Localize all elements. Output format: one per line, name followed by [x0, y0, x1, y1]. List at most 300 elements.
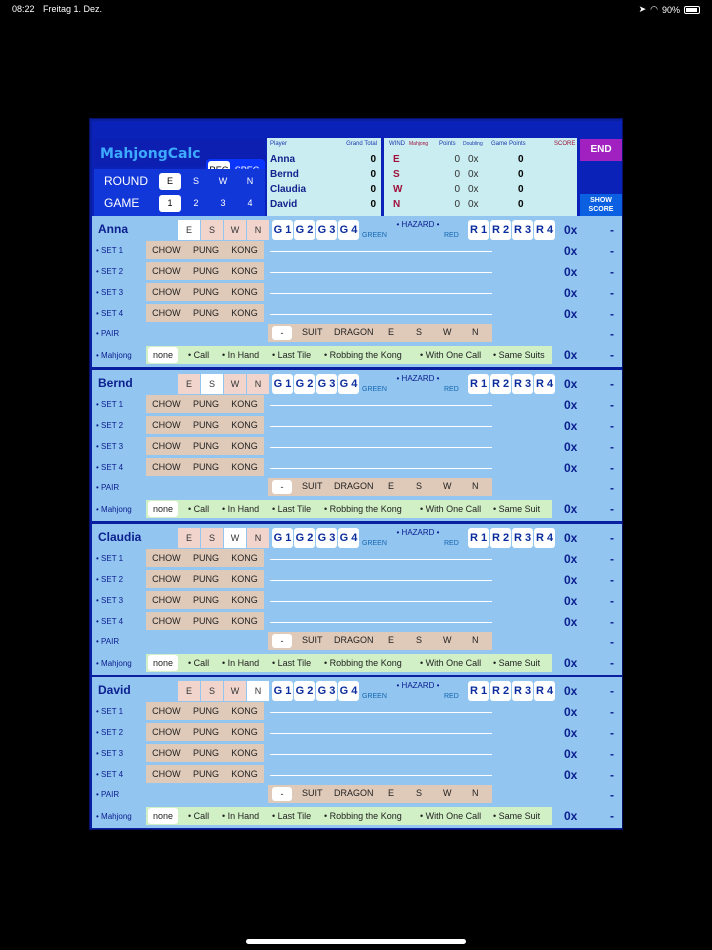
pung-button[interactable]: PUNG	[192, 462, 219, 472]
set-type-selector[interactable]	[146, 702, 264, 720]
set-type-selector[interactable]	[146, 549, 264, 567]
set-multiplier: 0x	[564, 307, 578, 321]
seat-wind-n[interactable]: N	[247, 220, 269, 240]
pair-east-button[interactable]: E	[388, 788, 395, 798]
hazard-group	[272, 374, 552, 398]
green-label: GREEN	[362, 693, 387, 700]
hazard-label: • HAZARD •	[396, 220, 440, 229]
pair-none-button[interactable]: -	[272, 787, 292, 801]
mahjong-same-suits-button[interactable]: • Same Suits	[493, 350, 545, 360]
red-1-button[interactable]: R 1	[468, 374, 489, 394]
seat-wind-w[interactable]: W	[224, 220, 246, 240]
seat-wind-n[interactable]: N	[247, 681, 269, 701]
set-multiplier: 0x	[564, 573, 578, 587]
end-button[interactable]: END	[580, 139, 622, 161]
mahjong-in-hand-button[interactable]: • In Hand	[222, 350, 260, 360]
pair-east-button[interactable]: E	[388, 481, 395, 491]
chow-button[interactable]: CHOW	[152, 706, 181, 716]
header-grand-total: Grand Total	[346, 141, 377, 147]
green-1-button[interactable]: G 1	[272, 681, 293, 701]
mahjong-call-button[interactable]: • Call	[188, 350, 210, 360]
set-type-selector[interactable]	[146, 262, 264, 280]
green-4-button[interactable]: G 4	[338, 374, 359, 394]
player-name: Claudia	[98, 530, 142, 544]
red-2-button[interactable]: R 2	[490, 220, 511, 240]
pung-button[interactable]: PUNG	[192, 706, 219, 716]
set-tile-line	[270, 622, 492, 623]
mahjong-selector[interactable]	[146, 807, 552, 825]
player-section	[92, 216, 622, 367]
kong-button[interactable]: KONG	[231, 245, 258, 255]
set-score: -	[610, 286, 614, 300]
mahjong-same-suits-button[interactable]: • Same Suit	[493, 658, 541, 668]
round-n[interactable]: N	[246, 176, 254, 186]
seat-wind-n[interactable]: N	[247, 374, 269, 394]
status-date: Freitag 1. Dez.	[43, 4, 103, 14]
pung-button[interactable]: PUNG	[192, 287, 219, 297]
kong-button[interactable]: KONG	[231, 308, 258, 318]
mahjong-score: -	[610, 809, 614, 823]
set-tile-line	[270, 580, 492, 581]
mahjong-one-call-button[interactable]: • With One Call	[420, 350, 482, 360]
seat-wind-selector[interactable]	[178, 374, 270, 394]
seat-wind-s[interactable]: S	[201, 220, 223, 240]
chow-button[interactable]: CHOW	[152, 420, 181, 430]
set-tile-line	[270, 775, 492, 776]
pair-dragon-button[interactable]: DRAGON	[334, 788, 374, 798]
green-2-button[interactable]: G 2	[294, 528, 315, 548]
pair-suit-button[interactable]: SUIT	[302, 635, 323, 645]
mahjong-multiplier: 0x	[564, 348, 578, 362]
mahjong-none-button[interactable]: none	[148, 501, 178, 517]
set-multiplier: 0x	[564, 705, 578, 719]
mahjong-selector[interactable]	[146, 500, 552, 518]
pair-selector[interactable]	[268, 478, 492, 496]
pair-north-button[interactable]: N	[472, 481, 479, 491]
mahjong-in-hand-button[interactable]: • In Hand	[222, 504, 260, 514]
player-name: David	[98, 683, 131, 697]
set-type-selector[interactable]	[146, 283, 264, 301]
doubling-value: 0x	[468, 169, 479, 180]
mahjong-selector[interactable]	[146, 346, 552, 364]
game-2[interactable]: 2	[193, 198, 199, 208]
chow-button[interactable]: CHOW	[152, 399, 181, 409]
pair-dragon-button[interactable]: DRAGON	[334, 635, 374, 645]
set-label: • SET 3	[96, 596, 124, 605]
set-type-selector[interactable]	[146, 416, 264, 434]
red-2-button[interactable]: R 2	[490, 528, 511, 548]
pung-button[interactable]: PUNG	[192, 553, 219, 563]
red-4-button[interactable]: R 4	[534, 528, 555, 548]
mahjong-label: • Mahjong	[96, 351, 132, 360]
set-tile-line	[270, 733, 492, 734]
pair-none-button[interactable]: -	[272, 326, 292, 340]
green-3-button[interactable]: G 3	[316, 220, 337, 240]
game-points-value: 0	[518, 199, 524, 210]
red-label: RED	[444, 232, 459, 239]
pair-north-button[interactable]: N	[472, 788, 479, 798]
mahjong-same-suits-button[interactable]: • Same Suit	[493, 504, 541, 514]
set-type-selector[interactable]	[146, 570, 264, 588]
set-multiplier: 0x	[564, 594, 578, 608]
wind-value: N	[393, 199, 401, 210]
set-score: -	[610, 265, 614, 279]
green-2-button[interactable]: G 2	[294, 374, 315, 394]
mahjong-app	[89, 118, 623, 830]
pung-button[interactable]: PUNG	[192, 266, 219, 276]
set-label: • SET 4	[96, 309, 124, 318]
kong-button[interactable]: KONG	[231, 287, 258, 297]
chow-button[interactable]: CHOW	[152, 574, 181, 584]
pair-south-button[interactable]: S	[416, 635, 423, 645]
header-player: Player	[270, 141, 288, 147]
pair-east-button[interactable]: E	[388, 635, 395, 645]
set-multiplier: 0x	[564, 768, 578, 782]
pair-south-button[interactable]: S	[416, 788, 423, 798]
set-multiplier: 0x	[564, 398, 578, 412]
pair-label: • PAIR	[96, 483, 120, 492]
home-indicator[interactable]	[246, 939, 466, 944]
mahjong-score: -	[610, 656, 614, 670]
set-type-selector[interactable]	[146, 241, 264, 259]
set-type-selector[interactable]	[146, 458, 264, 476]
player-name: David	[270, 199, 298, 210]
mahjong-last-tile-button[interactable]: • Last Tile	[272, 504, 312, 514]
header-wind: WIND	[389, 141, 405, 147]
set-type-selector[interactable]	[146, 591, 264, 609]
pung-button[interactable]: PUNG	[192, 308, 219, 318]
mahjong-none-button[interactable]: none	[148, 808, 178, 824]
pung-button[interactable]: PUNG	[192, 441, 219, 451]
set-tile-line	[270, 754, 492, 755]
set-tile-line	[270, 447, 492, 448]
mahjong-call-button[interactable]: • Call	[188, 658, 210, 668]
seat-wind-selector[interactable]	[178, 528, 270, 548]
seat-wind-e[interactable]: E	[178, 681, 200, 701]
pair-west-button[interactable]: W	[443, 635, 452, 645]
green-2-button[interactable]: G 2	[294, 681, 315, 701]
chow-button[interactable]: CHOW	[152, 769, 181, 779]
set-type-selector[interactable]	[146, 437, 264, 455]
seat-wind-w[interactable]: W	[224, 374, 246, 394]
set-type-selector[interactable]	[146, 744, 264, 762]
pair-west-button[interactable]: W	[443, 788, 452, 798]
set-multiplier: 0x	[564, 552, 578, 566]
round-w[interactable]: W	[218, 176, 228, 186]
kong-button[interactable]: KONG	[231, 769, 258, 779]
game-3[interactable]: 3	[220, 198, 226, 208]
kong-button[interactable]: KONG	[231, 420, 258, 430]
grand-total-value: 0	[370, 199, 376, 210]
green-2-button[interactable]: G 2	[294, 220, 315, 240]
set-type-selector[interactable]	[146, 723, 264, 741]
red-3-button[interactable]: R 3	[512, 528, 533, 548]
mahjong-score: -	[610, 348, 614, 362]
green-1-button[interactable]: G 1	[272, 220, 293, 240]
set-label: • SET 1	[96, 554, 124, 563]
set-score: -	[610, 726, 614, 740]
seat-wind-selector[interactable]	[178, 681, 270, 701]
red-3-button[interactable]: R 3	[512, 681, 533, 701]
chow-button[interactable]: CHOW	[152, 308, 181, 318]
hazard-multiplier: 0x	[564, 377, 578, 391]
chow-button[interactable]: CHOW	[152, 727, 181, 737]
pair-selector[interactable]	[268, 324, 492, 342]
mahjong-last-tile-button[interactable]: • Last Tile	[272, 350, 312, 360]
mahjong-none-button[interactable]: none	[148, 347, 178, 363]
set-tile-line	[270, 601, 492, 602]
kong-button[interactable]: KONG	[231, 616, 258, 626]
green-4-button[interactable]: G 4	[338, 681, 359, 701]
red-1-button[interactable]: R 1	[468, 220, 489, 240]
points-value: 0	[454, 169, 460, 180]
set-type-selector[interactable]	[146, 612, 264, 630]
kong-button[interactable]: KONG	[231, 727, 258, 737]
hazard-score: -	[610, 223, 614, 237]
chow-button[interactable]: CHOW	[152, 595, 181, 605]
chow-button[interactable]: CHOW	[152, 245, 181, 255]
wind-value: W	[393, 184, 403, 195]
pair-score: -	[610, 481, 614, 495]
pung-button[interactable]: PUNG	[192, 727, 219, 737]
mahjong-robbing-kong-button[interactable]: • Robbing the Kong	[324, 504, 402, 514]
chow-button[interactable]: CHOW	[152, 287, 181, 297]
pair-west-button[interactable]: W	[443, 481, 452, 491]
chow-button[interactable]: CHOW	[152, 748, 181, 758]
chow-button[interactable]: CHOW	[152, 553, 181, 563]
player-section	[92, 524, 622, 675]
green-4-button[interactable]: G 4	[338, 220, 359, 240]
set-tile-line	[270, 426, 492, 427]
mahjong-one-call-button[interactable]: • With One Call	[420, 811, 482, 821]
red-label: RED	[444, 540, 459, 547]
pung-button[interactable]: PUNG	[192, 420, 219, 430]
kong-button[interactable]: KONG	[231, 706, 258, 716]
set-score: -	[610, 398, 614, 412]
green-label: GREEN	[362, 386, 387, 393]
kong-button[interactable]: KONG	[231, 553, 258, 563]
pair-none-button[interactable]: -	[272, 634, 292, 648]
set-label: • SET 2	[96, 575, 124, 584]
kong-button[interactable]: KONG	[231, 748, 258, 758]
green-3-button[interactable]: G 3	[316, 528, 337, 548]
mahjong-robbing-kong-button[interactable]: • Robbing the Kong	[324, 350, 402, 360]
grand-total-table	[267, 138, 381, 216]
doubling-value: 0x	[468, 184, 479, 195]
seat-wind-e[interactable]: E	[178, 374, 200, 394]
player-name: Anna	[98, 222, 128, 236]
mahjong-selector[interactable]	[146, 654, 552, 672]
set-type-selector[interactable]	[146, 765, 264, 783]
set-label: • SET 3	[96, 442, 124, 451]
kong-button[interactable]: KONG	[231, 266, 258, 276]
pung-button[interactable]: PUNG	[192, 399, 219, 409]
round-game-panel	[94, 169, 265, 216]
set-label: • SET 4	[96, 770, 124, 779]
green-1-button[interactable]: G 1	[272, 374, 293, 394]
pair-suit-button[interactable]: SUIT	[302, 481, 323, 491]
wind-value: E	[393, 154, 400, 165]
red-4-button[interactable]: R 4	[534, 220, 555, 240]
mahjong-one-call-button[interactable]: • With One Call	[420, 658, 482, 668]
kong-button[interactable]: KONG	[231, 399, 258, 409]
header-score: SCORE	[554, 141, 576, 147]
game-label: GAME	[104, 196, 140, 210]
set-score: -	[610, 461, 614, 475]
pair-selector[interactable]	[268, 785, 492, 803]
game-points-table	[384, 138, 577, 216]
red-2-button[interactable]: R 2	[490, 374, 511, 394]
mahjong-call-button[interactable]: • Call	[188, 811, 210, 821]
red-3-button[interactable]: R 3	[512, 220, 533, 240]
pair-east-button[interactable]: E	[388, 327, 395, 337]
mahjong-last-tile-button[interactable]: • Last Tile	[272, 658, 312, 668]
hazard-score: -	[610, 531, 614, 545]
red-1-button[interactable]: R 1	[468, 681, 489, 701]
set-multiplier: 0x	[564, 615, 578, 629]
game-points-value: 0	[518, 184, 524, 195]
pair-score: -	[610, 635, 614, 649]
pair-dragon-button[interactable]: DRAGON	[334, 481, 374, 491]
set-score: -	[610, 419, 614, 433]
chow-button[interactable]: CHOW	[152, 266, 181, 276]
red-label: RED	[444, 386, 459, 393]
show-score-button[interactable]	[580, 194, 622, 216]
seat-wind-w[interactable]: W	[224, 681, 246, 701]
mahjong-label: • Mahjong	[96, 505, 132, 514]
set-score: -	[610, 244, 614, 258]
kong-button[interactable]: KONG	[231, 441, 258, 451]
kong-button[interactable]: KONG	[231, 462, 258, 472]
pung-button[interactable]: PUNG	[192, 769, 219, 779]
red-1-button[interactable]: R 1	[468, 528, 489, 548]
kong-button[interactable]: KONG	[231, 574, 258, 584]
chow-button[interactable]: CHOW	[152, 462, 181, 472]
mahjong-multiplier: 0x	[564, 809, 578, 823]
seat-wind-selector[interactable]	[178, 220, 270, 240]
pair-dragon-button[interactable]: DRAGON	[334, 327, 374, 337]
game-1[interactable]: 1	[159, 195, 181, 212]
game-4[interactable]: 4	[247, 198, 253, 208]
green-1-button[interactable]: G 1	[272, 528, 293, 548]
mahjong-score: -	[610, 502, 614, 516]
pair-south-button[interactable]: S	[416, 481, 423, 491]
kong-button[interactable]: KONG	[231, 595, 258, 605]
pair-label: • PAIR	[96, 790, 120, 799]
round-s[interactable]: S	[192, 176, 199, 186]
mahjong-in-hand-button[interactable]: • In Hand	[222, 811, 260, 821]
hazard-label: • HAZARD •	[396, 374, 440, 383]
pung-button[interactable]: PUNG	[192, 616, 219, 626]
red-label: RED	[444, 693, 459, 700]
seat-wind-n[interactable]: N	[247, 528, 269, 548]
set-tile-line	[270, 405, 492, 406]
top-panel	[92, 121, 622, 217]
mahjong-none-button[interactable]: none	[148, 655, 178, 671]
red-2-button[interactable]: R 2	[490, 681, 511, 701]
seat-wind-s[interactable]: S	[201, 681, 223, 701]
green-3-button[interactable]: G 3	[316, 681, 337, 701]
round-e[interactable]: E	[159, 173, 181, 190]
set-tile-line	[270, 712, 492, 713]
red-4-button[interactable]: R 4	[534, 374, 555, 394]
mahjong-in-hand-button[interactable]: • In Hand	[222, 658, 260, 668]
hazard-multiplier: 0x	[564, 531, 578, 545]
hazard-label: • HAZARD •	[396, 681, 440, 690]
seat-wind-s[interactable]: S	[201, 528, 223, 548]
pair-north-button[interactable]: N	[472, 635, 479, 645]
chow-button[interactable]: CHOW	[152, 441, 181, 451]
grand-total-value: 0	[370, 154, 376, 165]
set-label: • SET 1	[96, 707, 124, 716]
pair-selector[interactable]	[268, 632, 492, 650]
set-score: -	[610, 615, 614, 629]
set-type-selector[interactable]	[146, 395, 264, 413]
pair-west-button[interactable]: W	[443, 327, 452, 337]
pung-button[interactable]: PUNG	[192, 574, 219, 584]
pung-button[interactable]: PUNG	[192, 748, 219, 758]
header-game-points: Game Points	[491, 141, 526, 147]
pair-north-button[interactable]: N	[472, 327, 479, 337]
seat-wind-e[interactable]: E	[178, 528, 200, 548]
hazard-group	[272, 528, 552, 552]
pung-button[interactable]: PUNG	[192, 595, 219, 605]
set-score: -	[610, 552, 614, 566]
seat-wind-w[interactable]: W	[224, 528, 246, 548]
red-3-button[interactable]: R 3	[512, 374, 533, 394]
set-score: -	[610, 768, 614, 782]
pair-suit-button[interactable]: SUIT	[302, 788, 323, 798]
status-time: 08:22	[12, 4, 35, 14]
player-name: Anna	[270, 154, 295, 165]
green-3-button[interactable]: G 3	[316, 374, 337, 394]
set-label: • SET 2	[96, 267, 124, 276]
hazard-label: • HAZARD •	[396, 528, 440, 537]
pair-suit-button[interactable]: SUIT	[302, 327, 323, 337]
set-multiplier: 0x	[564, 726, 578, 740]
hazard-score: -	[610, 377, 614, 391]
chow-button[interactable]: CHOW	[152, 616, 181, 626]
pair-none-button[interactable]: -	[272, 480, 292, 494]
game-points-value: 0	[518, 154, 524, 165]
red-4-button[interactable]: R 4	[534, 681, 555, 701]
mahjong-same-suits-button[interactable]: • Same Suit	[493, 811, 541, 821]
mahjong-last-tile-button[interactable]: • Last Tile	[272, 811, 312, 821]
points-value: 0	[454, 184, 460, 195]
grand-total-value: 0	[370, 184, 376, 195]
pair-south-button[interactable]: S	[416, 327, 423, 337]
show-score-label: SHOW	[590, 197, 612, 204]
wind-value: S	[393, 169, 400, 180]
seat-wind-s[interactable]: S	[201, 374, 223, 394]
player-section	[92, 677, 622, 828]
set-label: • SET 1	[96, 246, 124, 255]
hazard-multiplier: 0x	[564, 223, 578, 237]
mahjong-robbing-kong-button[interactable]: • Robbing the Kong	[324, 811, 402, 821]
mahjong-robbing-kong-button[interactable]: • Robbing the Kong	[324, 658, 402, 668]
set-tile-line	[270, 251, 492, 252]
green-label: GREEN	[362, 232, 387, 239]
hazard-group	[272, 681, 552, 705]
mahjong-one-call-button[interactable]: • With One Call	[420, 504, 482, 514]
location-icon: ➤	[638, 4, 647, 14]
mahjong-call-button[interactable]: • Call	[188, 504, 210, 514]
pung-button[interactable]: PUNG	[192, 245, 219, 255]
seat-wind-e[interactable]: E	[178, 220, 200, 240]
header-doubling: Doubling	[463, 141, 483, 147]
set-type-selector[interactable]	[146, 304, 264, 322]
green-4-button[interactable]: G 4	[338, 528, 359, 548]
